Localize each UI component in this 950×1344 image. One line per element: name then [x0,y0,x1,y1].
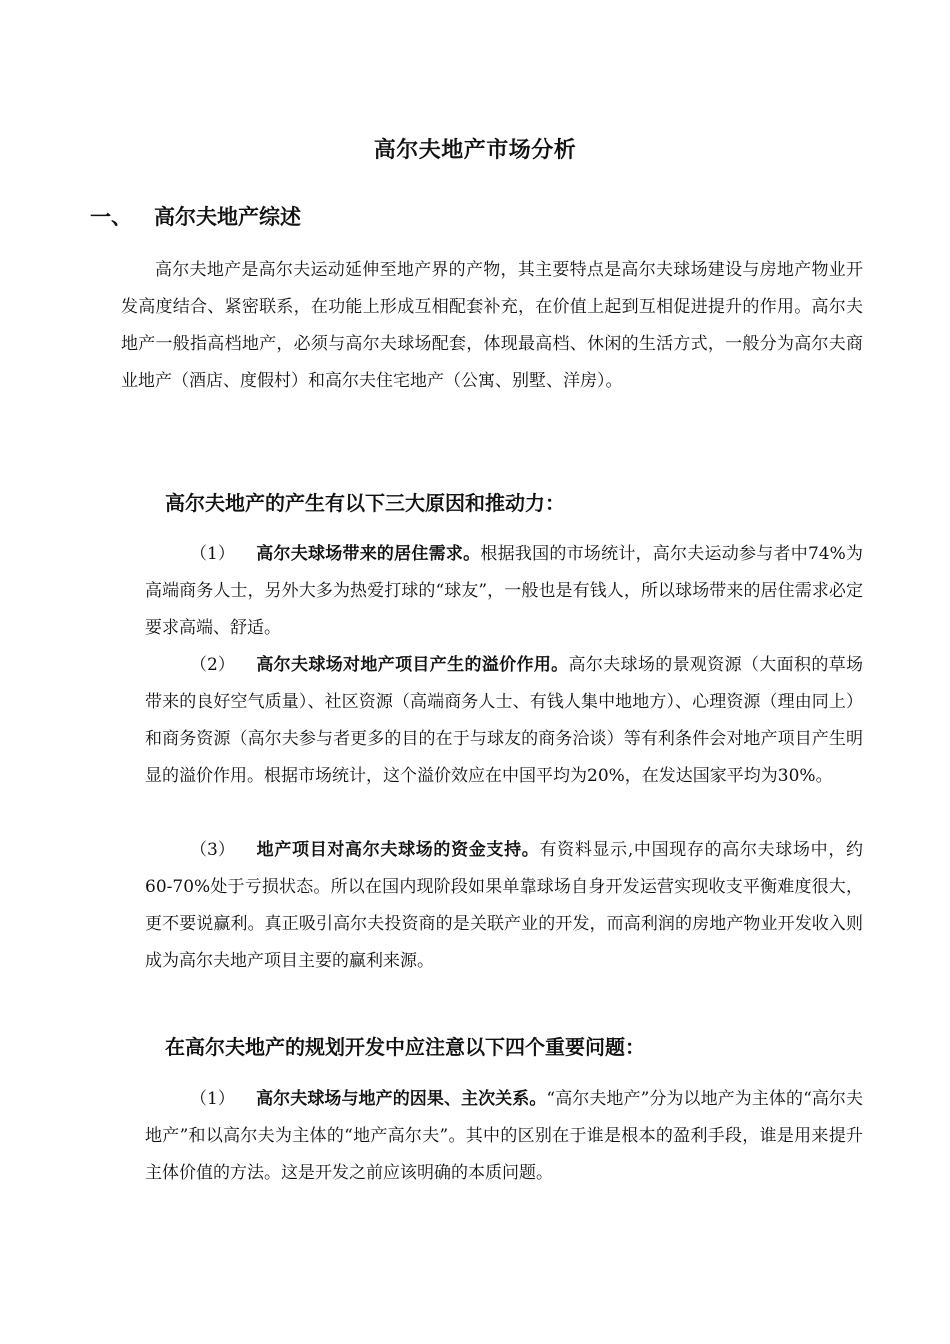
section-heading [90,202,301,232]
document-title: 高尔夫地产市场分析 [373,138,577,163]
list-item-lead: 高尔夫球场与地产的因果、主次关系。 [256,1089,547,1109]
subsection-heading-issues: 在高尔夫地产的规划开发中应注意以下四个重要问题： [165,1035,645,1059]
subsection-heading-causes: 高尔夫地产的产生有以下三大原因和推动力： [165,491,565,515]
list-item-index: （3） [190,840,235,860]
overview-paragraph: 高尔夫地产是高尔夫运动延伸至地产界的产物，其主要特点是高尔夫球场建设与房地产物业开发高度结合、紧密联系，在功能上形成互相配套补充，在价值上起到互相促进提升的作用。高尔夫地产一般指高档地产，必须与高尔夫球场配套，体现最高档、休闲的生活方式，一般分为高尔夫商业地产（酒店、度假村）和高尔夫住宅地产（公寓、别墅、洋房）。 [121,260,863,391]
list-item [145,1081,863,1192]
section-number: 一、 [90,205,132,229]
list-item [145,647,863,795]
list-item-index: （1） [190,544,235,564]
list-item-text: 高尔夫球场的景观资源（大面积的草场带来的良好空气质量）、社区资源（高端商务人士、有钱人集中地地方）、心理资源（理由同上）和商务资源（高尔夫参与者更多的目的在于与球友的商务洽谈）等有利条件会对地产项目产生明显的溢价作用。根据市场统计，这个溢价效应在中国平均为20%，在发达国家平均为30%。 [145,655,864,786]
list-item [145,832,863,980]
list-item-lead: 高尔夫球场带来的居住需求。 [256,544,481,564]
list-item-text: “高尔夫地产”分为以地产为主体的“高尔夫地产”和以高尔夫为主体的“地产高尔夫”。其中的区别在于谁是根本的盈利手段，谁是用来提升主体价值的方法。这是开发之前应该明确的本质问题。 [145,1089,863,1183]
list-item-lead: 地产项目对高尔夫球场的资金支持。 [256,840,540,860]
list-item-index: （1） [190,1089,235,1109]
list-item-text: 根据我国的市场统计，高尔夫运动参与者中74%为高端商务人士，另外大多为热爱打球的“球友”，一般也是有钱人，所以球场带来的居住需求必定要求高端、舒适。 [145,544,864,638]
section-heading-text: 高尔夫地产综述 [154,205,301,229]
list-item-index: （2） [190,655,235,675]
list-item-lead: 高尔夫球场对地产项目产生的溢价作用。 [256,655,569,675]
list-item-text: 有资料显示,中国现存的高尔夫球场中，约60-70%处于亏损状态。所以在国内现阶段如果单靠球场自身开发运营实现收支平衡难度很大，更不要说赢利。真正吸引高尔夫投资商的是关联产业的开发，而高利润的房地产物业开发收入则成为高尔夫地产项目主要的赢利来源。 [145,840,864,971]
list-item [145,536,863,647]
